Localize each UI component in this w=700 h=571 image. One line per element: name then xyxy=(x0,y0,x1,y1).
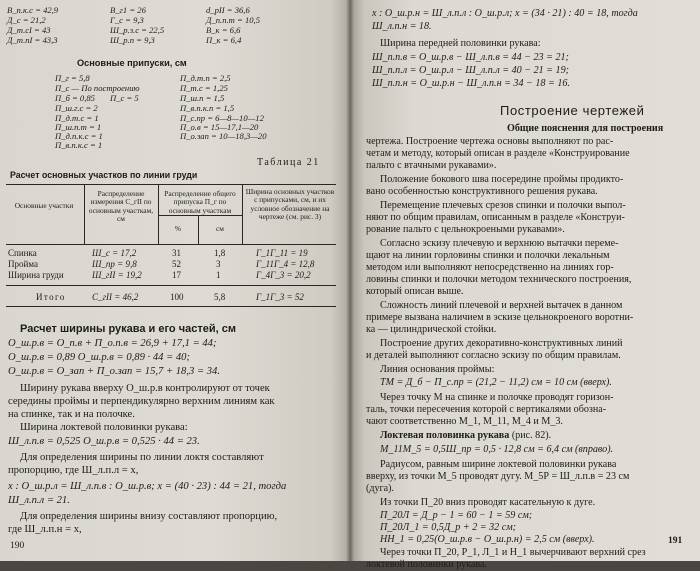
measure: Ш_р.з.с = 22,5 xyxy=(110,25,165,35)
allowance: П_с — По построению xyxy=(55,83,140,93)
allowance: П_б = 0,85 xyxy=(55,93,95,103)
paragraph-line: Положение бокового шва посередине проймы продикто- xyxy=(380,174,624,185)
measure: В_г1 = 26 xyxy=(110,5,146,15)
table-cell: Г_4Г_3 = 20,2 xyxy=(256,270,311,280)
paragraph-line: Для определения ширины внизу составляют пропорцию, xyxy=(20,511,278,522)
table-cell: Спинка xyxy=(8,248,37,258)
page-number: 191 xyxy=(668,536,683,546)
table-rule xyxy=(6,285,336,286)
allowance: П_в.п.к.п = 1,5 xyxy=(180,103,235,113)
formula: О_ш.р.в = О_п.в + П_о.п.в = 26,9 + 17,1 = 44; xyxy=(8,338,217,349)
paragraph-line: Сложность линий плечевой и верхней вытачек в данном xyxy=(380,300,623,311)
paragraph-line: пальто с втачными рукавами». xyxy=(366,160,497,171)
table-rule xyxy=(242,184,243,244)
table-cell: 1 xyxy=(216,270,221,280)
formula: Ш_л.п.л = 21. xyxy=(8,495,70,506)
paragraph-line: Согласно эскизу плечевую и верхнюю вытачки переме- xyxy=(380,238,619,249)
formula: НН_1 = 0,25(О_ш.р.в − О_ш.р.н) = 2,5 см (вверх). xyxy=(380,534,595,545)
paragraph-line: Линия основания проймы: xyxy=(380,364,495,375)
paragraph-line: и деталей выполняют согласно эскизу по общим правилам. xyxy=(366,350,621,361)
paragraph-line: Радиусом, равным ширине локтевой половинки рукава xyxy=(380,459,617,470)
measure: Г_с = 9,3 xyxy=(110,15,144,25)
allowance: П_с = 5 xyxy=(110,93,139,103)
paragraph-line: ловины спинки и полочки методом технического построения, xyxy=(366,274,632,285)
paragraph-line: рование пальто с цельнокроеными рукавами». xyxy=(366,224,565,235)
measure: Д_п.п.т = 10,5 xyxy=(206,15,260,25)
formula: Ш_л.п.в = 0,525 О_ш.р.в = 0,525 · 44 = 23. xyxy=(8,436,200,447)
paragraph-line: Ширина локтевой половинки рукава: xyxy=(20,422,188,433)
measure: В_к = 6,6 xyxy=(206,25,241,35)
table-total-cell: 5,8 xyxy=(214,292,226,302)
formula: О_ш.р.в = 0,89 О_ш.р.в = 0,89 · 44 = 40; xyxy=(8,352,190,363)
allowance: П_ш.п = 1,5 xyxy=(180,93,225,103)
paragraph-line: Из точки П_20 вниз проводят касательную к дуге. xyxy=(380,497,596,508)
paragraph-line: (дуга). xyxy=(366,483,395,494)
table-total-cell: Г_1Г_3 = 52 xyxy=(256,292,304,302)
paragraph-line: локтевой половинки рукава. xyxy=(366,559,488,570)
table-rule xyxy=(6,306,336,307)
allowance: П_д.т.п = 2,5 xyxy=(180,73,231,83)
left-page xyxy=(0,0,352,561)
formula: x : О_ш.р.л = Ш_л.п.в : О_ш.р.в; x = (40 · 23) : 44 = 21, тогда xyxy=(8,481,287,492)
formula: М_11М_5 = 0,5Ш_пр = 0,5 · 12,8 см = 6,4 см (вправо). xyxy=(380,444,614,455)
formula: П_20Л_1 = 0,5Д_р + 2 = 32 см; xyxy=(380,522,517,533)
measure: Д_т.сI = 43 xyxy=(7,25,51,35)
allowance: П_г = 5,8 xyxy=(55,73,90,83)
paragraph-line: пропорцию, где Ш_л.п.л = x, xyxy=(8,465,139,476)
allowances-title: Основные припуски, см xyxy=(77,58,187,68)
formula: Ш_п.п.н = О_ш.р.н − Ш_л.п.н = 34 − 18 = 16. xyxy=(372,78,570,89)
elbow-heading-bold: Локтевая половинка рукава xyxy=(380,430,510,441)
paragraph-line: чертежа. Построение чертежа основы выполняют по рас- xyxy=(366,136,614,147)
table-header: Основные участки xyxy=(14,201,74,210)
measure: Ш_р.п = 9,3 xyxy=(110,35,155,45)
paragraph-line: щают на линии горловины спинки и полочки лекальным xyxy=(366,250,610,261)
paragraph-line: примере вызвана наличием в эскизе цельнокроеного воротни- xyxy=(366,312,634,323)
table-cell: Г_1Г_11 = 19 xyxy=(256,248,308,258)
table-rule xyxy=(158,184,159,244)
table-cell: Ш_с = 17,2 xyxy=(92,248,137,258)
table-rule xyxy=(6,244,336,245)
paragraph-line: на спинке, так и на полочке. xyxy=(8,409,135,420)
general-heading: Общие пояснения для построения xyxy=(507,123,664,134)
allowance: П_т.с = 1,25 xyxy=(180,83,228,93)
formula: Ш_л.п.н = 18. xyxy=(372,21,432,32)
paragraph-line: Через точки П_20, Р_1, Л_1 и Н_1 вычерчивают верхний срез xyxy=(380,547,646,558)
paragraph-line: няют по общим правилам, описанным в разделе «Конструи- xyxy=(366,212,625,223)
table-cell: 52 xyxy=(172,259,181,269)
allowance: П_ш.г.с = 2 xyxy=(55,103,98,113)
formula: x : О_ш.р.н = Ш_л.п.л : О_ш.р.л; x = (34 · 21) : 40 = 18, тогда xyxy=(372,8,638,19)
table-rule xyxy=(6,184,336,185)
paragraph-line: ка — цилиндрической стойки. xyxy=(366,324,497,335)
table-total-cell: Итого xyxy=(36,292,66,302)
table-header: % xyxy=(174,224,182,233)
table-cell: Г_11Г_4 = 12,8 xyxy=(256,259,315,269)
allowance: П_с.пр = 6—8—10—12 xyxy=(180,113,264,123)
formula: ТМ = Д_б − П_с.пр = (21,2 − 11,2) см = 10 см (вверх). xyxy=(380,377,612,388)
paragraph-line: середины проймы и перпендикулярно верхним линиям как xyxy=(8,396,275,407)
table-header: Ширина основных участков с припусками, см, и их условное обозначение на чертеже (см. рис. 3) xyxy=(245,187,335,222)
table-header: см xyxy=(216,224,224,233)
formula: Ш_п.п.в = О_ш.р.в − Ш_л.п.в = 44 − 23 = 21; xyxy=(372,52,569,63)
paragraph-line: Ширину рукава вверху О_ш.р.в контролируют от точек xyxy=(20,383,270,394)
paragraph-line: четам и методу, который описан в разделе «Конструирование xyxy=(366,148,630,159)
paragraph-line: Ширина передней половинки рукава: xyxy=(380,38,541,49)
allowance: П_о.в = 15—17,1—20 xyxy=(180,122,259,132)
allowance: П_д.т.с = 1 xyxy=(55,113,99,123)
table-cell: Ширина груди xyxy=(8,270,64,280)
paragraph-line: где Ш_л.п.н = x, xyxy=(8,524,82,535)
allowance: П_о.зап = 10—18,3—20 xyxy=(180,131,267,141)
table-cell: 31 xyxy=(172,248,181,258)
table-cell: Пройма xyxy=(8,259,38,269)
elbow-heading-ref: (рис. 82). xyxy=(509,430,552,441)
table-header: Распределение общего припуска П_г по основным участкам xyxy=(164,189,236,215)
table-total-cell: С_гII = 46,2 xyxy=(92,292,139,302)
formula: О_ш.р.в = О_зап + П_о.зап = 15,7 + 18,3 = 34. xyxy=(8,366,220,377)
paragraph-line: таль, точки пересечения которой с вертикалями обозна- xyxy=(366,404,607,415)
right-page xyxy=(350,0,700,570)
table-rule xyxy=(84,184,85,244)
paragraph-line: чают соответственно М_1, М_11, М_4 и М_3. xyxy=(366,416,563,427)
table-title: Расчет основных участков по линии груди xyxy=(10,170,198,180)
paragraph-line: вано особенностью конструктивного решения рукава. xyxy=(366,186,598,197)
table-cell: Ш_пр = 9,8 xyxy=(92,259,137,269)
allowance: П_ш.п.т = 1 xyxy=(55,122,102,132)
formula: П_20Л = Д_р − 1 = 60 − 1 = 59 см; xyxy=(380,510,533,521)
section-title: Построение чертежей xyxy=(500,103,645,118)
measure: d_рII = 36,6 xyxy=(206,5,250,15)
allowance: П_в.п.к.с = 1 xyxy=(55,140,103,150)
table-cell: 17 xyxy=(172,270,181,280)
paragraph-line: методом или выполняют непосредственно на линиях гор- xyxy=(366,262,614,273)
measure: В_п.к.с = 42,9 xyxy=(7,5,59,15)
measure: П_к = 6,4 xyxy=(206,35,242,45)
table-number: Таблица 21 xyxy=(257,157,320,168)
measure: Д_т.пI = 43,3 xyxy=(7,35,58,45)
formula: Ш_п.п.л = О_ш.р.л − Ш_л.п.л = 40 − 21 = 19; xyxy=(372,65,569,76)
table-total-cell: 100 xyxy=(170,292,184,302)
measure: Д_с = 21,2 xyxy=(7,15,46,25)
book-gutter xyxy=(346,0,354,561)
table-cell: 3 xyxy=(216,259,221,269)
table-cell: Ш_гII = 19,2 xyxy=(92,270,142,280)
paragraph-line: Через точку М на спинке и полочке проводят горизон- xyxy=(380,392,614,403)
paragraph-line: Перемещение плечевых срезов спинки и полочки выпол- xyxy=(380,200,626,211)
page-number: 190 xyxy=(10,541,25,551)
table-cell: 1,8 xyxy=(214,248,226,258)
paragraph-line: Построение других декоративно-конструктивных линий xyxy=(380,338,623,349)
table-rule xyxy=(198,215,199,244)
paragraph-line: вверху, из точки М_5 проводят дугу. М_5Р = Ш_л.п.в = 23 см xyxy=(366,471,630,482)
table-header: Распределение измерения С_гII по основным участкам, см xyxy=(88,189,154,224)
sleeve-heading: Расчет ширины рукава и его частей, см xyxy=(20,323,236,335)
allowance: П_д.п.к.с = 1 xyxy=(55,131,103,141)
elbow-heading xyxy=(380,430,551,442)
paragraph-line: который описан выше. xyxy=(366,286,464,297)
paragraph-line: Для определения ширины по линии локтя составляют xyxy=(20,452,264,463)
